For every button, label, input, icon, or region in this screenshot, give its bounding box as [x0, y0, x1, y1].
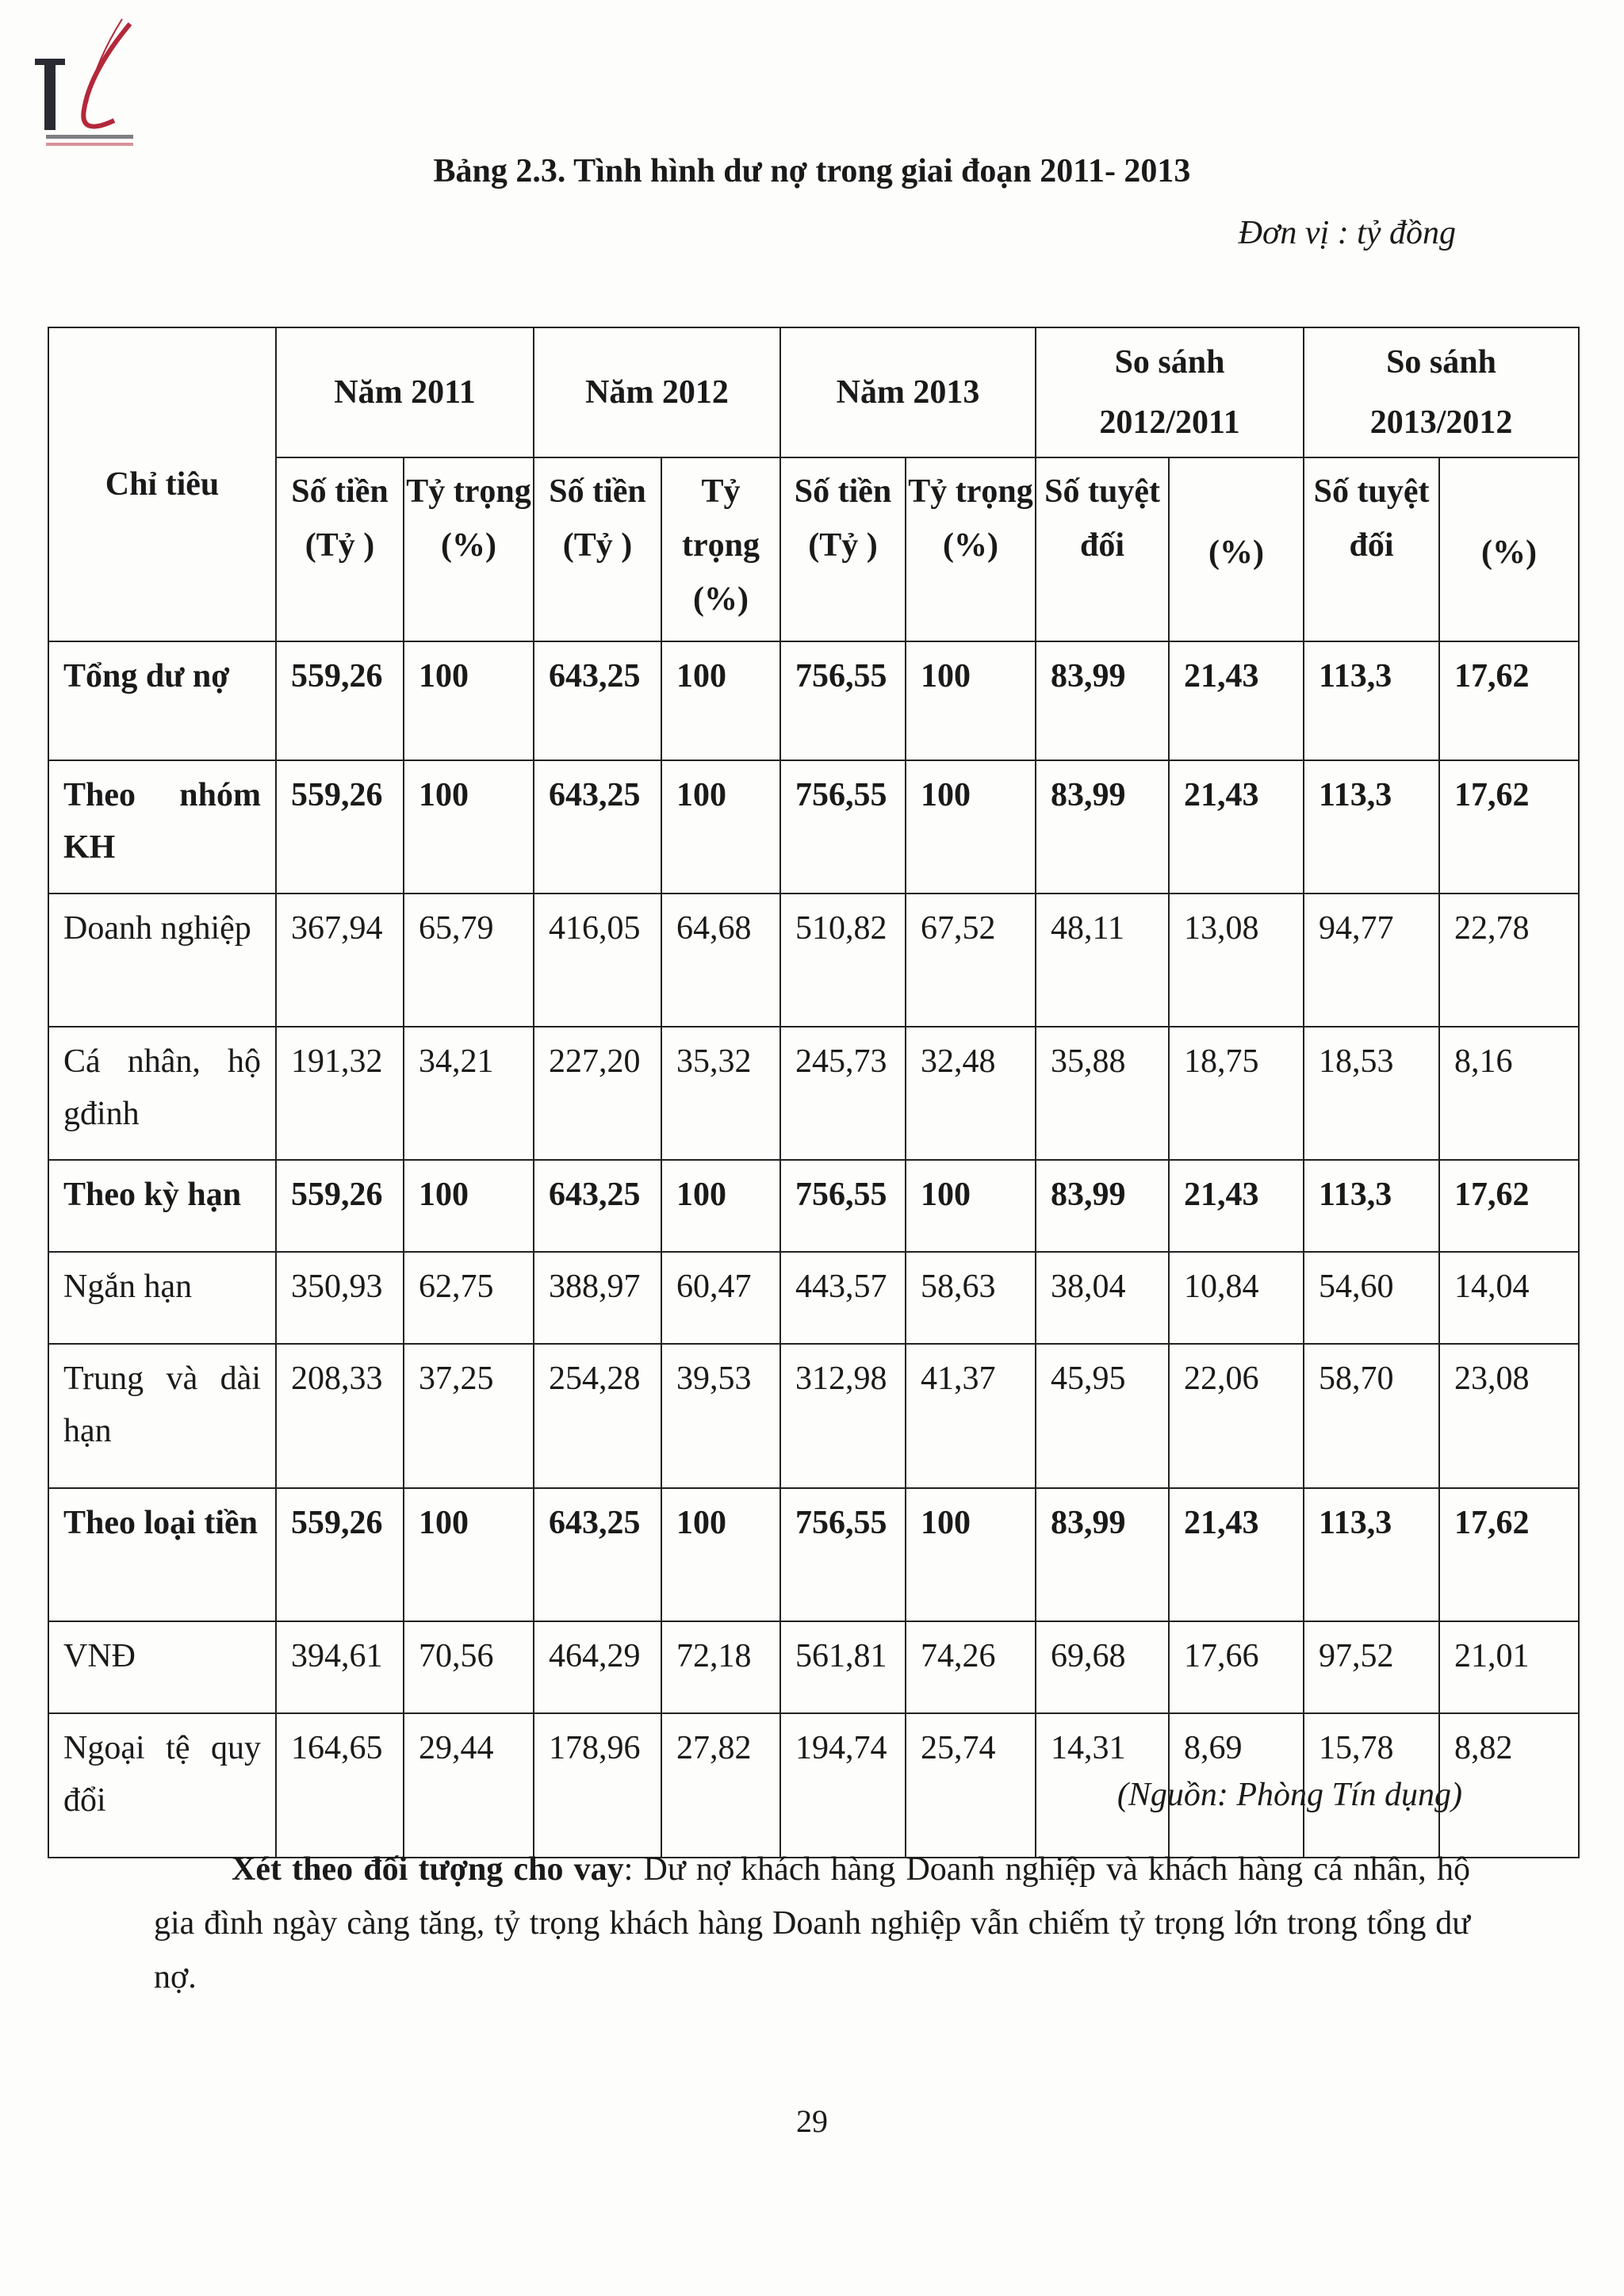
table-cell: 34,21 — [404, 1027, 534, 1160]
table-cell: 100 — [906, 1488, 1036, 1621]
table-cell: 100 — [404, 1160, 534, 1252]
row-label: Ngắn hạn — [48, 1252, 276, 1344]
table-cell: 10,84 — [1169, 1252, 1304, 1344]
subheader-pct: (%) — [1439, 457, 1579, 641]
table-cell: 394,61 — [276, 1621, 404, 1713]
table-cell: 39,53 — [661, 1344, 780, 1488]
table-cell: 100 — [661, 1160, 780, 1252]
table-cell: 312,98 — [780, 1344, 906, 1488]
table-cell: 21,43 — [1169, 641, 1304, 760]
table-cell: 100 — [661, 641, 780, 760]
table-row — [48, 1252, 1579, 1344]
row-label: Theo loại tiền — [48, 1488, 276, 1621]
table-cell: 45,95 — [1036, 1344, 1169, 1488]
table-cell: 83,99 — [1036, 641, 1169, 760]
header-group: So sánh 2012/2011 — [1036, 327, 1304, 457]
table-cell: 14,04 — [1439, 1252, 1579, 1344]
table-cell: 62,75 — [404, 1252, 534, 1344]
debt-table — [48, 327, 1580, 1858]
table-row — [48, 1160, 1579, 1252]
row-label: VNĐ — [48, 1621, 276, 1713]
table-cell: 443,57 — [780, 1252, 906, 1344]
row-label: Theo kỳ hạn — [48, 1160, 276, 1252]
table-cell: 94,77 — [1304, 894, 1439, 1027]
table-cell: 559,26 — [276, 641, 404, 760]
row-label: Cá nhân, hộ gđinh — [48, 1027, 276, 1160]
table-cell: 643,25 — [534, 1488, 661, 1621]
table-row — [48, 1344, 1579, 1488]
table-cell: 27,82 — [661, 1713, 780, 1858]
table-cell: 14,31 — [1036, 1713, 1169, 1858]
table-cell: 100 — [404, 1488, 534, 1621]
table-cell: 21,43 — [1169, 1160, 1304, 1252]
table-cell: 97,52 — [1304, 1621, 1439, 1713]
table-cell: 194,74 — [780, 1713, 906, 1858]
table-cell: 35,32 — [661, 1027, 780, 1160]
table-cell: 100 — [906, 641, 1036, 760]
table-cell: 21,43 — [1169, 1488, 1304, 1621]
table-cell: 17,62 — [1439, 641, 1579, 760]
subheader-amount: Số tiền (Tỷ ) — [276, 457, 404, 641]
table-cell: 83,99 — [1036, 1160, 1169, 1252]
table-cell: 17,62 — [1439, 1160, 1579, 1252]
table-cell: 17,66 — [1169, 1621, 1304, 1713]
header-group: Năm 2011 — [276, 327, 534, 457]
table-cell: 367,94 — [276, 894, 404, 1027]
row-label: Tổng dư nợ — [48, 641, 276, 760]
table-cell: 416,05 — [534, 894, 661, 1027]
table-cell: 756,55 — [780, 1160, 906, 1252]
table-cell: 100 — [906, 1160, 1036, 1252]
subheader-abs: Số tuyệt đối — [1304, 457, 1439, 641]
row-label: Doanh nghiệp — [48, 894, 276, 1027]
unit-label: Đơn vị : tỷ đồng — [1238, 215, 1456, 251]
table-cell: 60,47 — [661, 1252, 780, 1344]
table-cell: 58,63 — [906, 1252, 1036, 1344]
subheader-share: Tỷ trọng (%) — [906, 457, 1036, 641]
table-cell: 643,25 — [534, 1160, 661, 1252]
table-cell: 69,68 — [1036, 1621, 1169, 1713]
table-cell: 21,43 — [1169, 760, 1304, 894]
row-label: Trung và dài hạn — [48, 1344, 276, 1488]
header-group: So sánh 2013/2012 — [1304, 327, 1579, 457]
table-cell: 83,99 — [1036, 760, 1169, 894]
table-cell: 8,16 — [1439, 1027, 1579, 1160]
table-cell: 22,06 — [1169, 1344, 1304, 1488]
table-cell: 17,62 — [1439, 1488, 1579, 1621]
subheader-share: Tỷ trọng (%) — [661, 457, 780, 641]
table-cell: 559,26 — [276, 1488, 404, 1621]
table-cell: 22,78 — [1439, 894, 1579, 1027]
paragraph-lead: Xét theo đối tượng cho vay — [232, 1851, 624, 1888]
table-cell: 643,25 — [534, 641, 661, 760]
table-cell: 72,18 — [661, 1621, 780, 1713]
table-cell: 17,62 — [1439, 760, 1579, 894]
table-cell: 70,56 — [404, 1621, 534, 1713]
table-cell: 38,04 — [1036, 1252, 1169, 1344]
source-note: (Nguồn: Phòng Tín dụng) — [1116, 1777, 1462, 1813]
table-cell: 54,60 — [1304, 1252, 1439, 1344]
table-row — [48, 1488, 1579, 1621]
table-cell: 100 — [661, 760, 780, 894]
body-paragraph — [154, 1843, 1470, 2004]
row-label: Theo nhóm KH — [48, 760, 276, 894]
table-cell: 8,69 — [1169, 1713, 1304, 1858]
table-cell: 100 — [906, 760, 1036, 894]
table-cell: 245,73 — [780, 1027, 906, 1160]
table-cell: 74,26 — [906, 1621, 1036, 1713]
table-row — [48, 1621, 1579, 1713]
table-cell: 113,3 — [1304, 1160, 1439, 1252]
table-cell: 18,75 — [1169, 1027, 1304, 1160]
table-cell: 18,53 — [1304, 1027, 1439, 1160]
table-cell: 388,97 — [534, 1252, 661, 1344]
subheader-abs: Số tuyệt đối — [1036, 457, 1169, 641]
subheader-amount: Số tiền (Tỷ ) — [534, 457, 661, 641]
table-cell: 100 — [404, 641, 534, 760]
table-cell: 100 — [404, 760, 534, 894]
paragraph-text: : Dư nợ khách hàng Doanh nghiệp và khách hàng cá nhân, hộ gia đình ngày càng tăng, tỷ trọng khách hàng Doanh nghiệp vẫn chiếm tỷ trọng lớn trong tổng dư nợ. — [154, 1851, 1470, 1996]
table-cell: 208,33 — [276, 1344, 404, 1488]
table-cell: 559,26 — [276, 1160, 404, 1252]
table-cell: 35,88 — [1036, 1027, 1169, 1160]
table-cell: 164,65 — [276, 1713, 404, 1858]
university-logo — [35, 16, 146, 151]
table-cell: 643,25 — [534, 760, 661, 894]
table-row — [48, 641, 1579, 760]
table-row — [48, 760, 1579, 894]
table-cell: 21,01 — [1439, 1621, 1579, 1713]
subheader-pct: (%) — [1169, 457, 1304, 641]
header-chi-tieu: Chỉ tiêu — [48, 327, 276, 641]
page-number: 29 — [796, 2103, 828, 2139]
table-cell: 83,99 — [1036, 1488, 1169, 1621]
table-cell: 254,28 — [534, 1344, 661, 1488]
table-cell: 15,78 — [1304, 1713, 1439, 1858]
table-cell: 25,74 — [906, 1713, 1036, 1858]
table-row — [48, 894, 1579, 1027]
table-row — [48, 1027, 1579, 1160]
table-cell: 41,37 — [906, 1344, 1036, 1488]
table-cell: 100 — [661, 1488, 780, 1621]
table-cell: 67,52 — [906, 894, 1036, 1027]
table-cell: 113,3 — [1304, 641, 1439, 760]
header-group: Năm 2013 — [780, 327, 1036, 457]
table-cell: 113,3 — [1304, 760, 1439, 894]
table-cell: 561,81 — [780, 1621, 906, 1713]
table-title: Bảng 2.3. Tình hình dư nợ trong giai đoạn 2011- 2013 — [433, 153, 1191, 189]
table-cell: 48,11 — [1036, 894, 1169, 1027]
table-cell: 756,55 — [780, 641, 906, 760]
table-cell: 29,44 — [404, 1713, 534, 1858]
table-cell: 756,55 — [780, 760, 906, 894]
row-label: Ngoại tệ quy đổi — [48, 1713, 276, 1858]
table-cell: 191,32 — [276, 1027, 404, 1160]
table-cell: 756,55 — [780, 1488, 906, 1621]
table-cell: 58,70 — [1304, 1344, 1439, 1488]
table-cell: 23,08 — [1439, 1344, 1579, 1488]
header-group: Năm 2012 — [534, 327, 780, 457]
table-cell: 32,48 — [906, 1027, 1036, 1160]
table-cell: 350,93 — [276, 1252, 404, 1344]
table-cell: 13,08 — [1169, 894, 1304, 1027]
table-cell: 464,29 — [534, 1621, 661, 1713]
table-cell: 113,3 — [1304, 1488, 1439, 1621]
table-cell: 178,96 — [534, 1713, 661, 1858]
table-cell: 8,82 — [1439, 1713, 1579, 1858]
subheader-share: Tỷ trọng (%) — [404, 457, 534, 641]
table-cell: 37,25 — [404, 1344, 534, 1488]
table-cell: 227,20 — [534, 1027, 661, 1160]
table-cell: 64,68 — [661, 894, 780, 1027]
table-cell: 65,79 — [404, 894, 534, 1027]
table-cell: 559,26 — [276, 760, 404, 894]
subheader-amount: Số tiền (Tỷ ) — [780, 457, 906, 641]
table-cell: 510,82 — [780, 894, 906, 1027]
